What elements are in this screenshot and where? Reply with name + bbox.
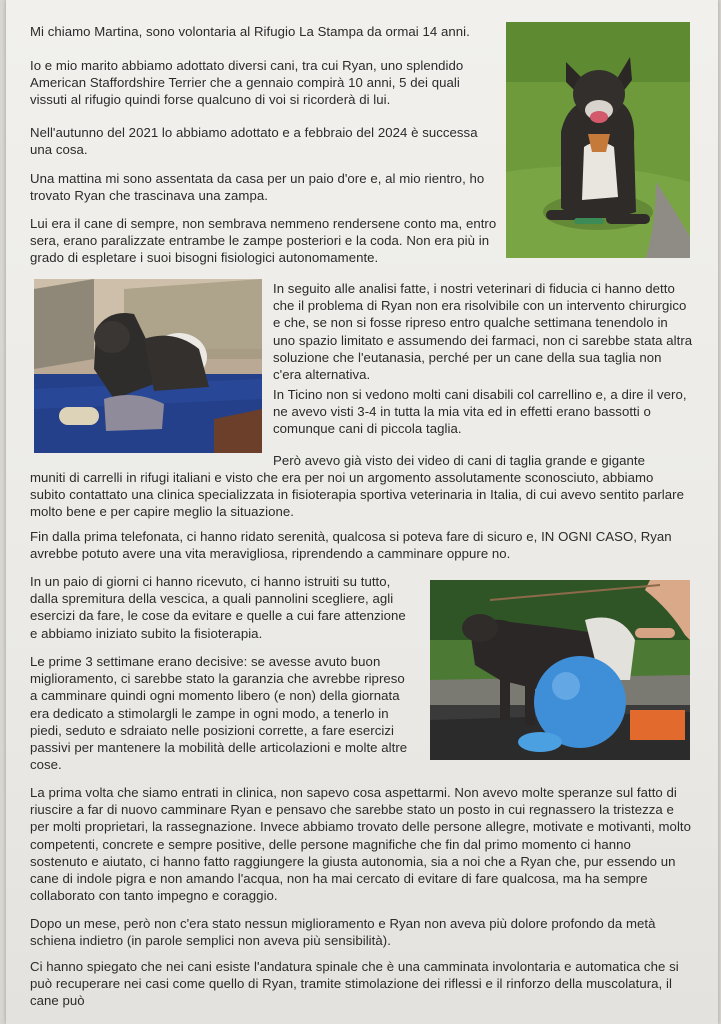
paragraph-intro: Mi chiamo Martina, sono volontaria al Rifugio La Stampa da ormai 14 anni. [30,24,470,39]
photo-dog-physiotherapy [430,580,690,760]
paragraph-morning: Una mattina mi sono assentata da casa per un paio d'ore e, al mio rientro, ho trovato Ryan che trascinava una zampa. [30,171,485,204]
paragraph-first-weeks: Le prime 3 settimane erano decisive: se avesse avuto buon miglioramento, ci sarebbe stato la garanzia che avrebbe ripreso a camminare quindi ogni momento libero (e non) della giornata era dedicato a stimolargli le zampe in ogni modo, a tenerlo in piedi, seduto e sdraiato nelle posizioni corrette, a fare esercizi passivi per mantenere la mobilità delle articolazioni e molte altre cose. [30,654,408,773]
paragraph-one-month: Dopo un mese, però non c'era stato nessun miglioramento e Ryan non aveva più dolore profondo da metà schiena indietro (in parole semplici non aveva più sensibilità). [30,916,656,949]
paragraph-first-visit: In un paio di giorni ci hanno ricevuto, ci hanno istruiti su tutto, dalla spremitura della vescica, a quali pannolini scegliere, agli esercizi da fare, le cose da evitare e quelle a cui fare attenzione e abbiamo iniziato subito la fisioterapia. [30,574,406,641]
paragraph-vet-diagnosis: In seguito alle analisi fatte, i nostri veterinari di fiducia ci hanno detto che il problema di Ryan non era risolvibile con un intervento chirurgico e che, se non si fosse ripreso entro qualche settimana tenendolo in uno spazio limitato e assumendo dei farmaci, non ci sarebbe stata altra soluzione che l'eutanasia, perché per un cane della sua taglia non c'era alternativa. [273,281,693,383]
paragraph-videos-rest: muniti di carrelli in rifugi italiani e visto che era per noi un argomento assolutamente sconosciuto, abbiamo subito contattato una clinica specializzata in fisioterapia sportiva veterinaria in Italia, di cui avevo sentito parlare molto bene e per capire meglio la situazione. [30,470,685,520]
paragraph-spinal-gait: Ci hanno spiegato che nei cani esiste l'andatura spinale che è una camminata involontaria e automatica che si può recuperare nei casi come quello di Ryan, tramite stimolazione dei riflessi e il rinforzo della muscolatura, il cane può [30,959,679,1009]
paragraph-videos-lead: Però avevo già visto dei video di cani di taglia grande e gigante [273,453,646,468]
document-page [6,0,718,1024]
paragraph-autumn-2021: Nell'autunno del 2021 lo abbiamo adottato e a febbraio del 2024 è successa una cosa. [30,125,478,158]
paragraph-adoption: Io e mio marito abbiamo adottato diversi cani, tra cui Ryan, uno splendido American Staffordshire Terrier che a gennaio compirà 10 anni, 5 dei quali vissuti al rifugio quindi forse qualcuno di voi si ricorderà di lui. [30,58,464,108]
paragraph-paralysis: Lui era il cane di sempre, non sembrava nemmeno rendersene conto ma, entro sera, erano paralizzate entrambe le zampe posteriori e la coda. Non era più in grado di espletare i suoi bisogni fisiologici autonomamente. [30,216,497,266]
paragraph-clinic: La prima volta che siamo entrati in clinica, non sapevo cosa aspettarmi. Non avevo molte speranze sul fatto di riuscire a far di nuovo camminare Ryan e pensavo che sarebbe stato un posto in cui regnassero la tristezza e per molti proprietari, la rassegnazione. Invece abbiamo trovato delle persone allegre, motivate e motivanti, molto competenti, concrete e sempre positive, delle persone magnifiche che fin dal primo momento ci hanno sostenuto e aiutato, ci hanno fatto raggiungere la giusta autonomia, sia a noi che a Ryan che, pur essendo un cane di indole pigra e non amando l'acqua, non ha mai cercato di evitare di fare qualcosa, ma ha sempre collaborato con tanto impegno e coraggio. [30,785,692,904]
photo-dog-on-blanket [34,279,262,453]
paragraph-first-call: Fin dalla prima telefonata, ci hanno ridato serenità, qualcosa si poteva fare di sicuro e, IN OGNI CASO, Ryan avrebbe potuto avere una vita meravigliosa, riprendendo a camminare oppure no. [30,529,672,562]
photo-dog-on-grass [506,22,690,258]
paragraph-ticino: In Ticino non si vedono molti cani disabili col carrellino e, a dire il vero, ne avevo visti 3-4 in tutta la mia vita ed in effetti erano bassotti o comunque cani di piccola taglia. [273,387,687,437]
